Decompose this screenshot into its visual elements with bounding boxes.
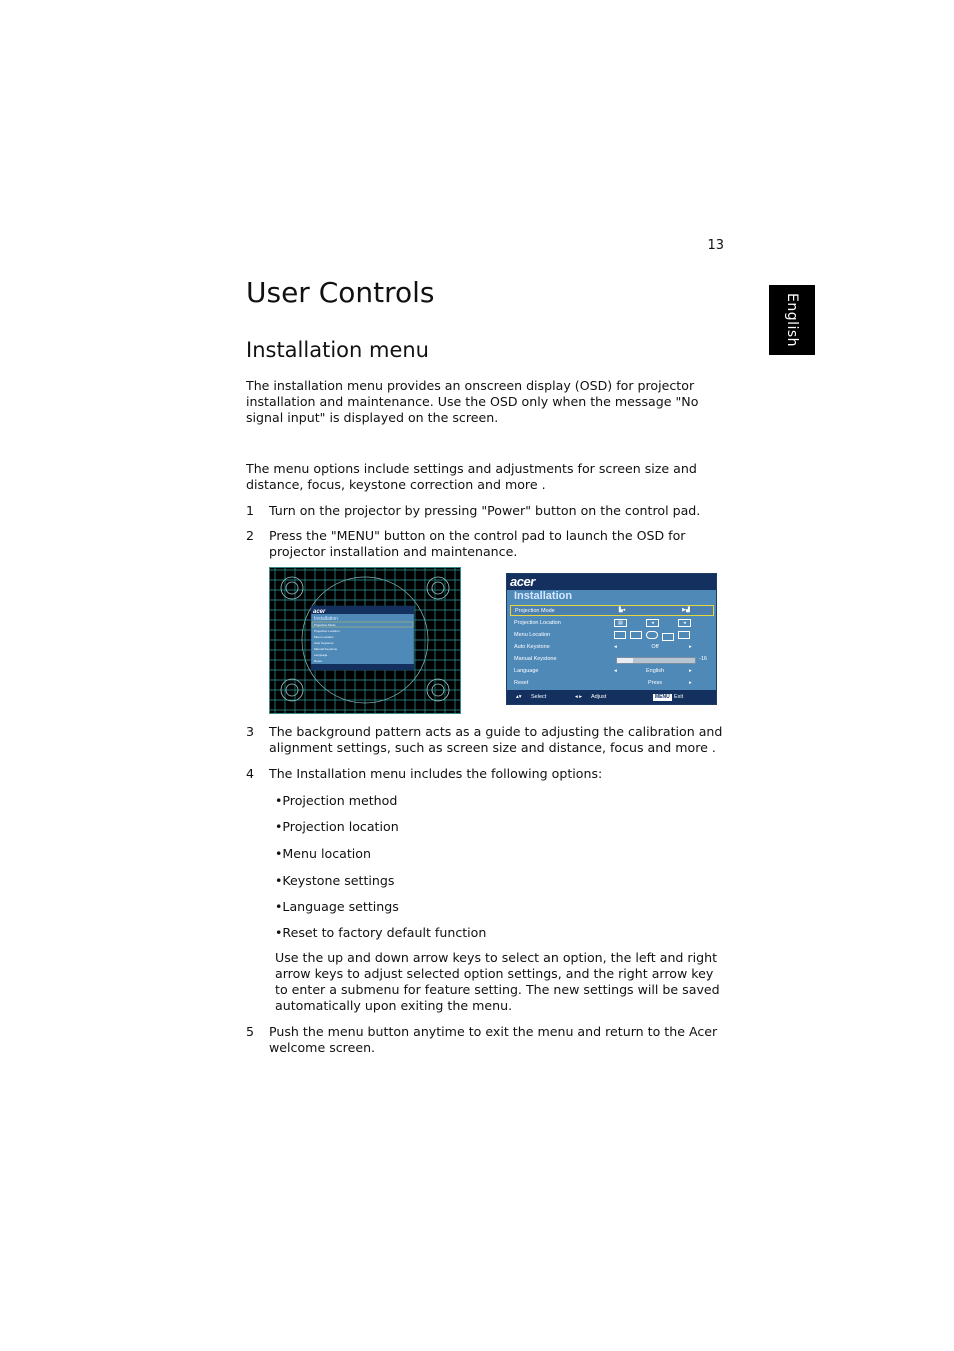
list-item: •Keystone settings: [275, 873, 395, 888]
right-arrow-icon: ▸: [689, 680, 692, 686]
osd-row-label: Reset: [514, 680, 529, 686]
left-arrow-icon: ◂: [614, 644, 617, 650]
desk-location-icon: ◂: [646, 619, 659, 627]
page-number: 13: [707, 238, 724, 253]
right-arrow-icon: ▸: [689, 644, 692, 650]
step-number: 3: [246, 724, 255, 739]
up-down-arrows-icon: ▴▾: [516, 694, 522, 700]
osd-row-value: Off: [651, 644, 659, 650]
left-arrow-icon: ◂: [614, 668, 617, 674]
step-number: 2: [246, 528, 255, 543]
mini-osd-row: Manual Keystone: [314, 647, 338, 651]
mini-osd-row: Projection Location: [314, 629, 340, 633]
osd-row-label: Manual Keystone: [514, 656, 557, 662]
osd-installation-menu: [506, 573, 717, 705]
step-text: The background pattern acts as a guide to adjusting the calibration and alignment settings, such as screen size and distance, focus and more .: [269, 724, 723, 755]
osd-row-value: Press: [647, 680, 663, 686]
language-tab: [769, 285, 815, 355]
step-text-pre: Press the ": [269, 528, 337, 543]
intro-paragraph: The installation menu provides an onscreen display (OSD) for projector installation and maintenance. Use the OSD only when the message "No signal input" is displayed on the screen.: [246, 378, 699, 425]
usage-note: Use the up and down arrow keys to select an option, the left and right arrow keys to adjust selected option settings, and the right arrow key to enter a submenu for feature setting. The new settings will be saved automatically upon exiting the menu.: [275, 950, 720, 1013]
right-arrow-icon: ▸: [689, 668, 692, 674]
list-item: •Language settings: [275, 899, 399, 914]
osd-row-value: -16: [699, 656, 707, 662]
mini-osd-title: Installation: [314, 616, 338, 622]
front-projection-icon: ▙◂: [618, 607, 626, 613]
step-number: 1: [246, 503, 255, 518]
adjust-hint: Adjust: [591, 694, 607, 700]
osd-row-menu-location[interactable]: [510, 630, 714, 641]
list-item: •Projection location: [275, 819, 399, 834]
mini-osd-row: Projection Mode: [314, 623, 336, 627]
osd-row-manual-keystone[interactable]: [510, 654, 714, 665]
options-intro-paragraph: The menu options include settings and adjustments for screen size and distance, focus, keystone correction and more .: [246, 461, 697, 492]
ceiling-location-icon: ◂: [678, 619, 691, 627]
background-pattern-figure: [269, 567, 461, 714]
menu-top-right-icon: [630, 631, 642, 639]
osd-row-auto-keystone[interactable]: [510, 642, 714, 653]
osd-row-language[interactable]: [510, 666, 714, 677]
mini-osd-row: Menu Location: [314, 635, 334, 639]
mini-osd-row: Reset: [314, 659, 322, 663]
osd-row-label: Projection Location: [514, 620, 561, 626]
step-text: [269, 528, 729, 560]
menu-center-icon: [646, 631, 658, 639]
list-item: •Menu location: [275, 846, 371, 861]
mini-osd-logo: acer: [313, 609, 326, 615]
osd-header: [507, 574, 716, 590]
keystone-slider[interactable]: [616, 657, 696, 664]
osd-row-label: Language: [514, 668, 539, 674]
osd-row-projection-location[interactable]: [510, 618, 714, 629]
exit-hint: Exit: [674, 694, 684, 700]
menu-key-label: MENU: [336, 528, 375, 543]
menu-key-badge: MENU: [655, 694, 670, 700]
osd-title: Installation: [514, 590, 573, 602]
osd-row-value: English: [645, 668, 665, 674]
rear-projection-icon: ▶▟: [682, 607, 690, 613]
step-text: The Installation menu includes the following options:: [269, 766, 603, 781]
osd-row-label: Auto Keystone: [514, 644, 550, 650]
step-text-pre: Turn on the projector by pressing ": [269, 503, 488, 518]
acer-logo: acer: [510, 574, 535, 589]
section-title: Installation menu: [246, 338, 429, 362]
power-key-label: Power: [487, 503, 526, 518]
left-right-arrows-icon: ◂ ▸: [575, 694, 583, 700]
menu-bottom-left-icon: [662, 633, 674, 641]
step-number: 5: [246, 1024, 255, 1039]
select-hint: Select: [531, 694, 547, 700]
step-text: [269, 503, 729, 519]
mini-osd-row: Auto Keystone: [314, 641, 334, 645]
mini-osd-row: Language: [314, 653, 328, 657]
step-number: 4: [246, 766, 255, 781]
osd-row-label: Menu Location: [514, 632, 551, 638]
page-title: User Controls: [246, 276, 435, 309]
step-text-post: " button on the control pad to launch the OSD for projector installation and maintenance.: [269, 528, 686, 559]
list-item: •Reset to factory default function: [275, 925, 487, 940]
osd-row-projection-mode[interactable]: [510, 605, 714, 616]
language-tab-label: English: [784, 292, 800, 348]
step-text: Push the menu button anytime to exit the menu and return to the Acer welcome screen.: [269, 1024, 718, 1055]
menu-top-left-icon: [614, 631, 626, 639]
menu-bottom-right-icon: [678, 631, 690, 639]
calibration-pattern: [270, 568, 460, 713]
osd-row-reset[interactable]: [510, 678, 714, 689]
osd-row-label: Projection Mode: [515, 608, 555, 614]
osd-footer: [507, 690, 716, 704]
step-text-post: " button on the control pad.: [525, 503, 701, 518]
keystone-slider-fill: [617, 658, 633, 663]
auto-location-icon: ▤: [614, 619, 627, 627]
list-item: •Projection method: [275, 793, 398, 808]
